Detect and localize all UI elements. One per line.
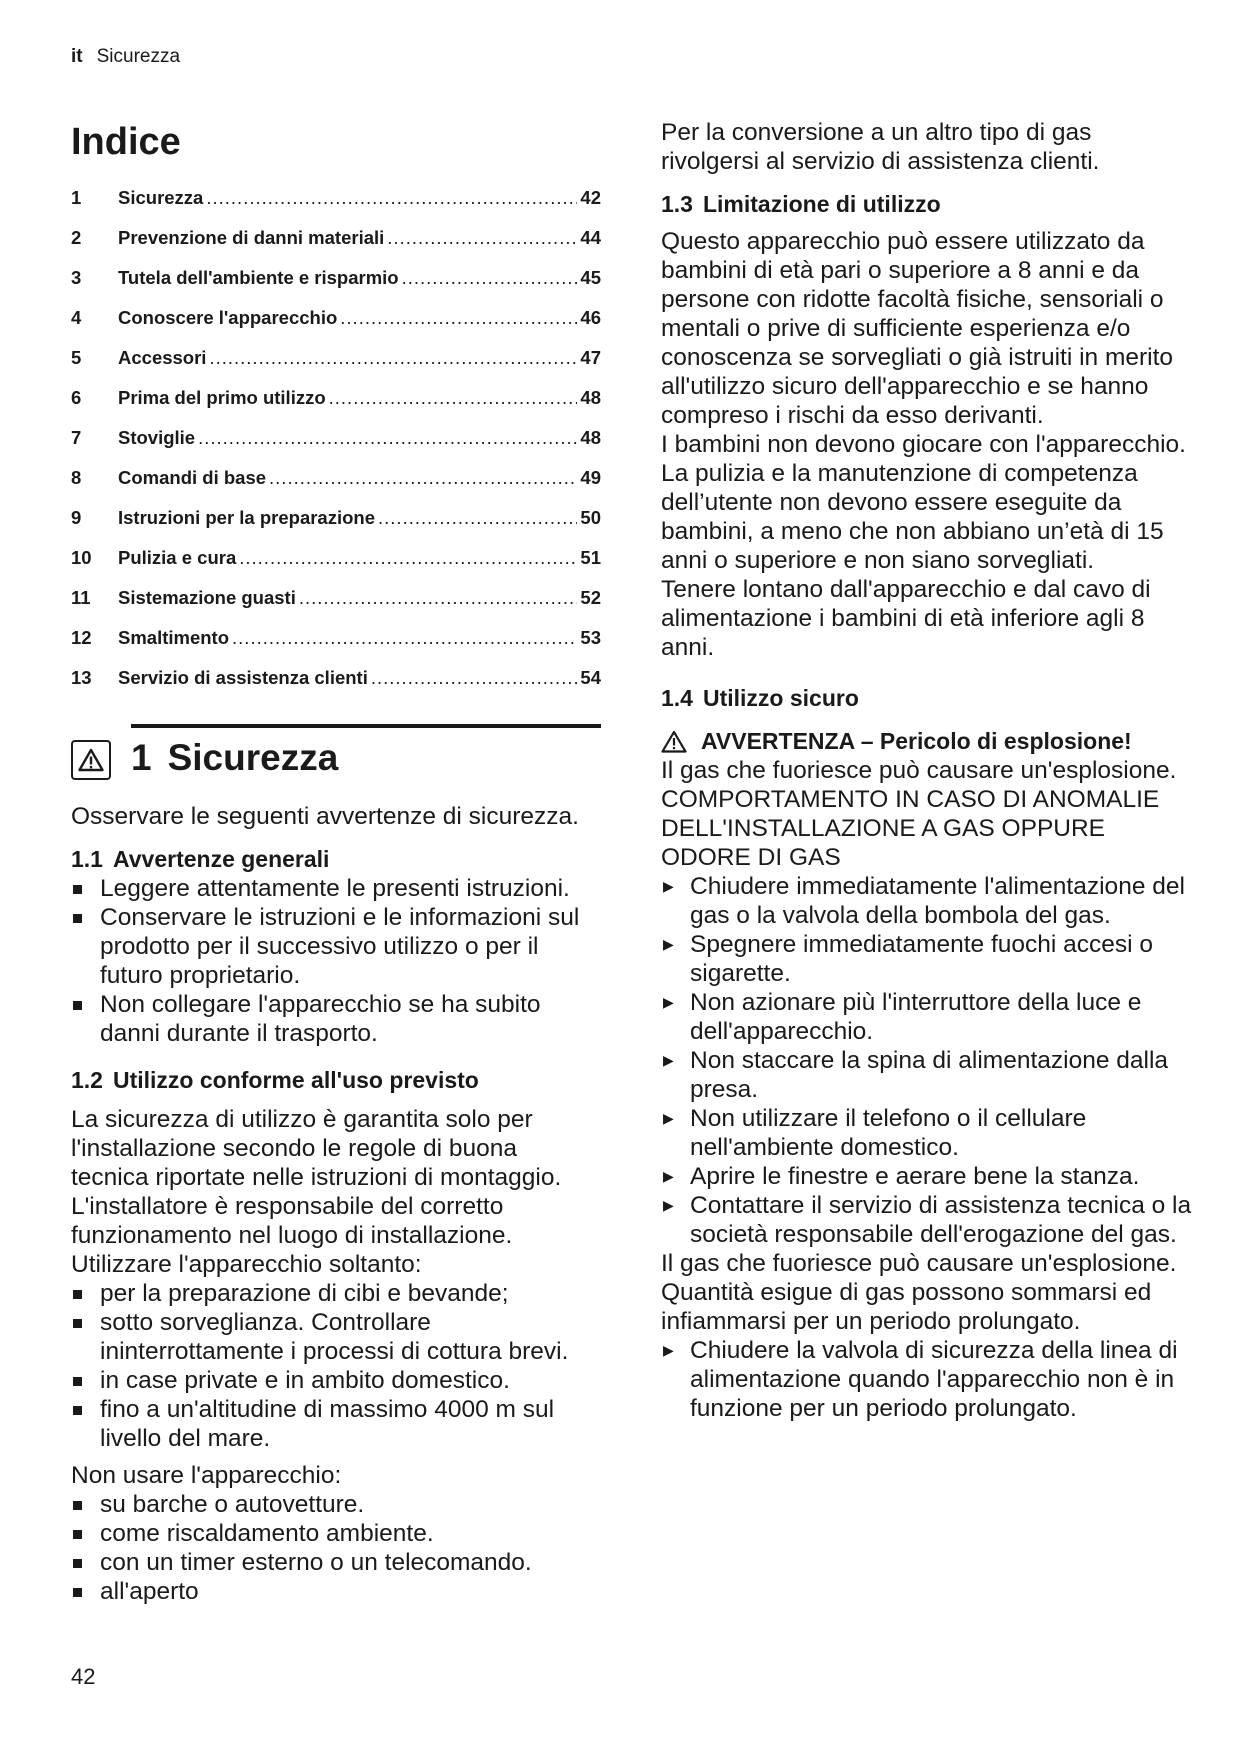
toc-entry-page: 53 — [580, 627, 601, 648]
toc-entry[interactable] — [71, 658, 601, 698]
square-bullet-icon — [73, 1377, 82, 1386]
subsection-heading-1-2: 1.2 Utilizzo conforme all'uso previsto — [71, 1067, 479, 1093]
gas-leak-paragraph: Il gas che fuoriesce può causare un'esplosione. COMPORTAMENTO IN CASO DI ANOMALIE DELL'INSTALLAZIONE A GAS OPPURE ODORE DI GAS — [661, 757, 1177, 871]
list-item — [71, 1577, 601, 1606]
toc-leader-dots — [239, 538, 577, 578]
intended-use-paragraph: La sicurezza di utilizzo è garantita solo per l'installazione secondo le regole di buona tecnica riportate nelle istruzioni di montaggio. L'installatore è responsabile del corretto funzionamento nel luogo di installazione. — [71, 1106, 562, 1249]
list-item — [661, 930, 1196, 988]
page-header — [71, 46, 180, 68]
do-not-use-intro: Non usare l'apparecchio: — [71, 1462, 342, 1489]
arrow-bullet-icon: ▶ — [663, 1110, 674, 1126]
list-item — [71, 1519, 601, 1548]
subsection-heading-1-1: 1.1 Avvertenze generali — [71, 846, 330, 872]
cleaning-paragraph: La pulizia e la manutenzione di competenza dell’utente non devono essere eseguite da bambini, a meno che non abbiano un’età di 15 anni o superiore e non siano sorvegliati. — [661, 460, 1164, 574]
toc-leader-dots — [206, 178, 577, 218]
toc-entry-page: 44 — [580, 227, 601, 248]
list-item-text: Non utilizzare il telefono o il cellulare nell'ambiente domestico. — [690, 1105, 1087, 1161]
list-item — [661, 1046, 1196, 1104]
toc-leader-dots — [198, 418, 577, 458]
toc-entry-title: Prima del primo utilizzo — [118, 387, 326, 408]
square-bullet-icon — [73, 1588, 82, 1597]
children-play-paragraph: I bambini non devono giocare con l'apparecchio. — [661, 431, 1186, 458]
toc-entry-page: 42 — [580, 187, 601, 208]
square-bullet-icon — [73, 885, 82, 894]
list-item-text: Aprire le finestre e aerare bene la stanza. — [690, 1163, 1140, 1190]
explosion-warning — [661, 727, 1196, 756]
section-intro: Osservare le seguenti avvertenze di sicurezza. — [71, 803, 579, 830]
list-item — [661, 1162, 1196, 1191]
toc-entry-title: Tutela dell'ambiente e risparmio — [118, 267, 399, 288]
toc-entry-number: 3 — [71, 267, 82, 288]
arrow-bullet-icon: ▶ — [663, 936, 674, 952]
list-item — [71, 903, 601, 990]
toc-entry-number: 2 — [71, 227, 82, 248]
list-item — [661, 1104, 1196, 1162]
gas-leak-actions — [661, 872, 1196, 1249]
toc-entry-number: 13 — [71, 667, 92, 688]
toc-entry-title: Sistemazione guasti — [118, 587, 296, 608]
toc-entry-title: Smaltimento — [118, 627, 230, 648]
toc-entry[interactable] — [71, 258, 601, 298]
toc-entry-title: Servizio di assistenza clienti — [118, 667, 368, 688]
use-only-list — [71, 1279, 601, 1453]
toc-entry-page: 46 — [580, 307, 601, 328]
toc-entry-page: 47 — [580, 347, 601, 368]
header-section: Sicurezza — [96, 46, 181, 67]
warning-triangle-icon — [661, 730, 687, 753]
toc-entry[interactable] — [71, 338, 601, 378]
arrow-bullet-icon: ▶ — [663, 1342, 674, 1358]
list-item-text: Chiudere immediatamente l'alimentazione del gas o la valvola della bombola del gas. — [690, 873, 1185, 929]
list-item-text: fino a un'altitudine di massimo 4000 m sul livello del mare. — [100, 1396, 555, 1452]
toc-entry[interactable] — [71, 378, 601, 418]
toc-entry-title: Accessori — [118, 347, 207, 368]
list-item-text: come riscaldamento ambiente. — [100, 1520, 434, 1547]
toc-leader-dots — [371, 658, 578, 698]
list-item-text: Contattare il servizio di assistenza tecnica o la società responsabile dell'erogazione del gas. — [690, 1192, 1192, 1248]
toc-entry-page: 45 — [580, 267, 601, 288]
list-item-text: Conservare le istruzioni e le informazioni sul prodotto per il successivo utilizzo o per il futuro proprietario. — [100, 904, 580, 989]
toc-entry[interactable] — [71, 218, 601, 258]
list-item-text: per la preparazione di cibi e bevande; — [100, 1280, 509, 1307]
toc-entry-title: Stoviglie — [118, 427, 196, 448]
list-item — [71, 1395, 601, 1453]
use-only-intro: Utilizzare l'apparecchio soltanto: — [71, 1251, 422, 1278]
warning-icon — [71, 740, 111, 780]
keep-away-paragraph: Tenere lontano dall'apparecchio e dal cavo di alimentazione i bambini di età inferiore agli 8 anni. — [661, 576, 1151, 661]
toc-leader-dots — [329, 378, 578, 418]
table-of-contents — [71, 178, 601, 698]
list-item — [71, 1490, 601, 1519]
arrow-bullet-icon: ▶ — [663, 994, 674, 1010]
general-warnings-list — [71, 874, 601, 1048]
toc-leader-dots — [402, 258, 578, 298]
list-item — [661, 872, 1196, 930]
page-number: 42 — [71, 1664, 96, 1689]
list-item-text: Non staccare la spina di alimentazione dalla presa. — [690, 1047, 1169, 1103]
arrow-bullet-icon: ▶ — [663, 1168, 674, 1184]
safety-valve-actions — [661, 1336, 1196, 1423]
square-bullet-icon — [73, 1406, 82, 1415]
toc-entry-page: 48 — [580, 387, 601, 408]
gas-accumulation-paragraph: Il gas che fuoriesce può causare un'esplosione. Quantità esigue di gas possono sommarsi ed infiammarsi per un periodo prolungato. — [661, 1250, 1177, 1335]
section-heading — [71, 724, 601, 780]
toc-entry[interactable] — [71, 458, 601, 498]
toc-entry-title: Comandi di base — [118, 467, 267, 488]
list-item-text: Spegnere immediatamente fuochi accesi o sigarette. — [690, 931, 1154, 987]
toc-entry[interactable] — [71, 538, 601, 578]
list-item-text: su barche o autovetture. — [100, 1491, 365, 1518]
toc-entry-page: 50 — [580, 507, 601, 528]
subsection-heading-1-3: 1.3 Limitazione di utilizzo — [661, 191, 941, 217]
toc-entry-title: Sicurezza — [118, 187, 204, 208]
square-bullet-icon — [73, 1001, 82, 1010]
toc-entry-number: 9 — [71, 507, 82, 528]
warning-text: AVVERTENZA – Pericolo di esplosione! — [701, 728, 1132, 754]
left-column — [71, 118, 601, 1606]
toc-entry-title: Conoscere l'apparecchio — [118, 307, 338, 328]
toc-entry-number: 4 — [71, 307, 82, 328]
language-code: it — [71, 46, 83, 67]
square-bullet-icon — [73, 1530, 82, 1539]
list-item — [661, 1191, 1196, 1249]
square-bullet-icon — [73, 914, 82, 923]
list-item-text: Non collegare l'apparecchio se ha subito danni durante il trasporto. — [100, 991, 541, 1047]
toc-leader-dots — [232, 618, 577, 658]
list-item-text: all'aperto — [100, 1578, 199, 1605]
toc-entry-number: 12 — [71, 627, 92, 648]
toc-entry-number: 10 — [71, 547, 92, 568]
list-item-text: Leggere attentamente le presenti istruzioni. — [100, 875, 570, 902]
arrow-bullet-icon: ▶ — [663, 878, 674, 894]
square-bullet-icon — [73, 1290, 82, 1299]
subsection-heading-1-4: 1.4 Utilizzo sicuro — [661, 685, 859, 711]
toc-leader-dots — [269, 458, 577, 498]
square-bullet-icon — [73, 1319, 82, 1328]
toc-entry-number: 1 — [71, 187, 82, 208]
toc-leader-dots — [340, 298, 577, 338]
usage-limitation-paragraph: Questo apparecchio può essere utilizzato da bambini di età pari o superiore a 8 anni e da persone con ridotte facoltà fisiche, sensoriali o mentali o prive di sufficiente esperienza e/o conoscenza se sorvegliati o già istruiti in merito all'utilizzo sicuro dell'apparecchio e se hanno compreso i rischi da esso derivanti. — [661, 228, 1174, 429]
arrow-bullet-icon: ▶ — [663, 1197, 674, 1213]
toc-entry-title: Prevenzione di danni materiali — [118, 227, 385, 248]
toc-entry-number: 6 — [71, 387, 82, 408]
toc-entry-number: 11 — [71, 587, 91, 608]
section-title: 1 Sicurezza — [131, 737, 339, 778]
list-item — [71, 1308, 601, 1366]
list-item-text: in case private e in ambito domestico. — [100, 1367, 510, 1394]
toc-entry-page: 49 — [580, 467, 601, 488]
toc-leader-dots — [387, 218, 577, 258]
toc-leader-dots — [299, 578, 578, 618]
list-item — [661, 1336, 1196, 1423]
square-bullet-icon — [73, 1559, 82, 1568]
toc-entry-number: 7 — [71, 427, 82, 448]
toc-entry[interactable] — [71, 298, 601, 338]
toc-entry[interactable] — [71, 178, 601, 218]
toc-entry-title: Istruzioni per la preparazione — [118, 507, 376, 528]
toc-entry-page: 52 — [580, 587, 601, 608]
toc-entry-number: 8 — [71, 467, 82, 488]
list-item — [71, 990, 601, 1048]
toc-entry[interactable] — [71, 418, 601, 458]
list-item-text: Chiudere la valvola di sicurezza della linea di alimentazione quando l'apparecchio non è in funzione per un periodo prolungato. — [690, 1337, 1178, 1422]
toc-entry[interactable] — [71, 578, 601, 618]
toc-entry-page: 48 — [580, 427, 601, 448]
toc-entry-number: 5 — [71, 347, 82, 368]
toc-leader-dots — [378, 498, 577, 538]
list-item — [71, 1548, 601, 1577]
toc-leader-dots — [209, 338, 577, 378]
list-item — [661, 988, 1196, 1046]
toc-entry[interactable] — [71, 498, 601, 538]
toc-entry-page: 54 — [580, 667, 601, 688]
list-item-text: Non azionare più l'interruttore della luce e dell'apparecchio. — [690, 989, 1142, 1045]
list-item-text: con un timer esterno o un telecomando. — [100, 1549, 532, 1576]
toc-entry-title: Pulizia e cura — [118, 547, 237, 568]
list-item-text: sotto sorveglianza. Controllare ininterrottamente i processi di cottura brevi. — [100, 1309, 569, 1365]
gas-conversion-note: Per la conversione a un altro tipo di gas rivolgersi al servizio di assistenza clienti. — [661, 119, 1100, 175]
square-bullet-icon — [73, 1501, 82, 1510]
list-item — [71, 1366, 601, 1395]
list-item — [71, 1279, 601, 1308]
right-column — [661, 118, 1196, 1423]
arrow-bullet-icon: ▶ — [663, 1052, 674, 1068]
do-not-use-list — [71, 1490, 601, 1606]
index-title: Indice — [71, 121, 181, 163]
toc-entry-page: 51 — [580, 547, 601, 568]
list-item — [71, 874, 601, 903]
toc-entry[interactable] — [71, 618, 601, 658]
